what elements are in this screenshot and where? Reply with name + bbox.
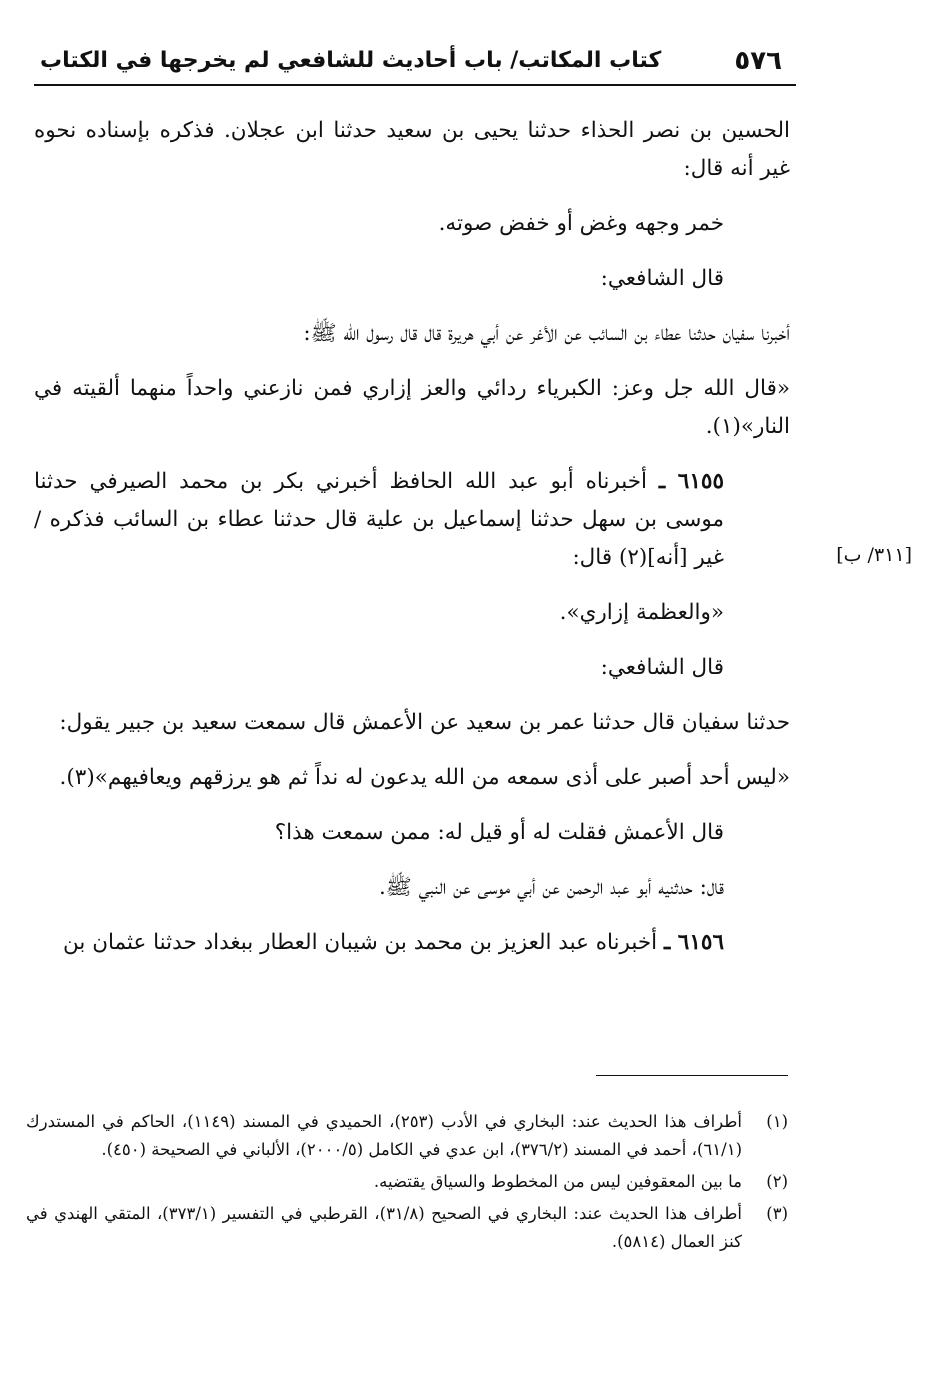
footnote	[26, 1168, 788, 1196]
paragraph: خمر وجهه وغض أو خفض صوته.	[438, 211, 724, 236]
footnote-number: (١)	[766, 1112, 788, 1131]
running-title: كتاب المكاتب/ باب أحاديث للشافعي لم يخرجها في الكتاب	[40, 48, 662, 73]
hadith-number: ٦١٥٥ ـ	[658, 469, 724, 494]
footnote-number: (٣)	[766, 1204, 788, 1223]
page-number: ٥٧٦	[734, 46, 782, 76]
manuscript-folio-note: [٣١١/ ب]	[836, 544, 912, 566]
main-text	[34, 112, 790, 979]
hadith-paragraph: ٦١٥٦ ـ أخبرناه عبد العزيز بن محمد بن شيبان العطار ببغداد حدثنا عثمان بن	[63, 930, 724, 955]
footnote	[26, 1108, 788, 1164]
footnote-text: ما بين المعقوفين ليس من المخطوط والسياق يقتضيه.	[373, 1172, 742, 1191]
paragraph: قال الشافعي:	[600, 655, 724, 680]
footnotes	[26, 1108, 788, 1260]
hadith-paragraph: ٦١٥٥ ـ أخبرناه أبو عبد الله الحافظ أخبرني بكر بن محمد الصيرفي حدثنا موسى بن سهل حدثنا إسماعيل بن علية قال حدثنا عطاء بن السائب فذكره /غير [أنه](٢) قال:	[34, 469, 724, 570]
paragraph: الحسين بن نصر الحذاء حدثنا يحيى بن سعيد حدثنا ابن عجلان. فذكره بإسناده نحوه غير أنه قال:	[34, 118, 790, 181]
paragraph: قال: حدثنيه أبو عبد الرحمن عن أبي موسى عن النبي ﷺ.	[378, 875, 724, 900]
footnote-text: أطراف هذا الحديث عند: البخاري في الصحيح (٣١/٨)، القرطبي في التفسير (٣٧٣/١)، المتقي الهندي في كنز العمال (٥٨١٤).	[26, 1204, 742, 1251]
paragraph: «ليس أحد أصبر على أذى سمعه من الله يدعون له نداً ثم هو يرزقهم ويعافيهم»(٣).	[59, 765, 790, 790]
footnote-number: (٢)	[766, 1172, 788, 1191]
paragraph: قال الأعمش فقلت له أو قيل له: ممن سمعت هذا؟	[274, 820, 724, 845]
paragraph: أخبرنا سفيان حدثنا عطاء بن السائب عن الأغر عن أبي هريرة قال قال رسول الله ﷺ:	[303, 321, 790, 346]
footnote-divider	[596, 1075, 788, 1076]
paragraph: قال الشافعي:	[600, 266, 724, 291]
page-header	[34, 44, 796, 86]
hadith-number: ٦١٥٦ ـ	[664, 930, 724, 955]
paragraph: «قال الله جل وعز: الكبرياء ردائي والعز إزاري فمن نازعني واحداً منهما ألقيته في النار»(١).	[34, 376, 790, 439]
footnote-text: أطراف هذا الحديث عند: البخاري في الأدب (٢٥٣)، الحميدي في المسند (١١٤٩)، الحاكم في المستدرك (٦١/١)، أحمد في المسند (٣٧٦/٢)، ابن عدي في الكامل (٢٠٠٠/٥)، الألباني في الصحيحة (٤٥٠).	[26, 1112, 742, 1159]
footnote	[26, 1200, 788, 1256]
paragraph: «والعظمة إزاري».	[559, 600, 724, 625]
paragraph: حدثنا سفيان قال حدثنا عمر بن سعيد عن الأعمش قال سمعت سعيد بن جبير يقول:	[59, 710, 790, 735]
